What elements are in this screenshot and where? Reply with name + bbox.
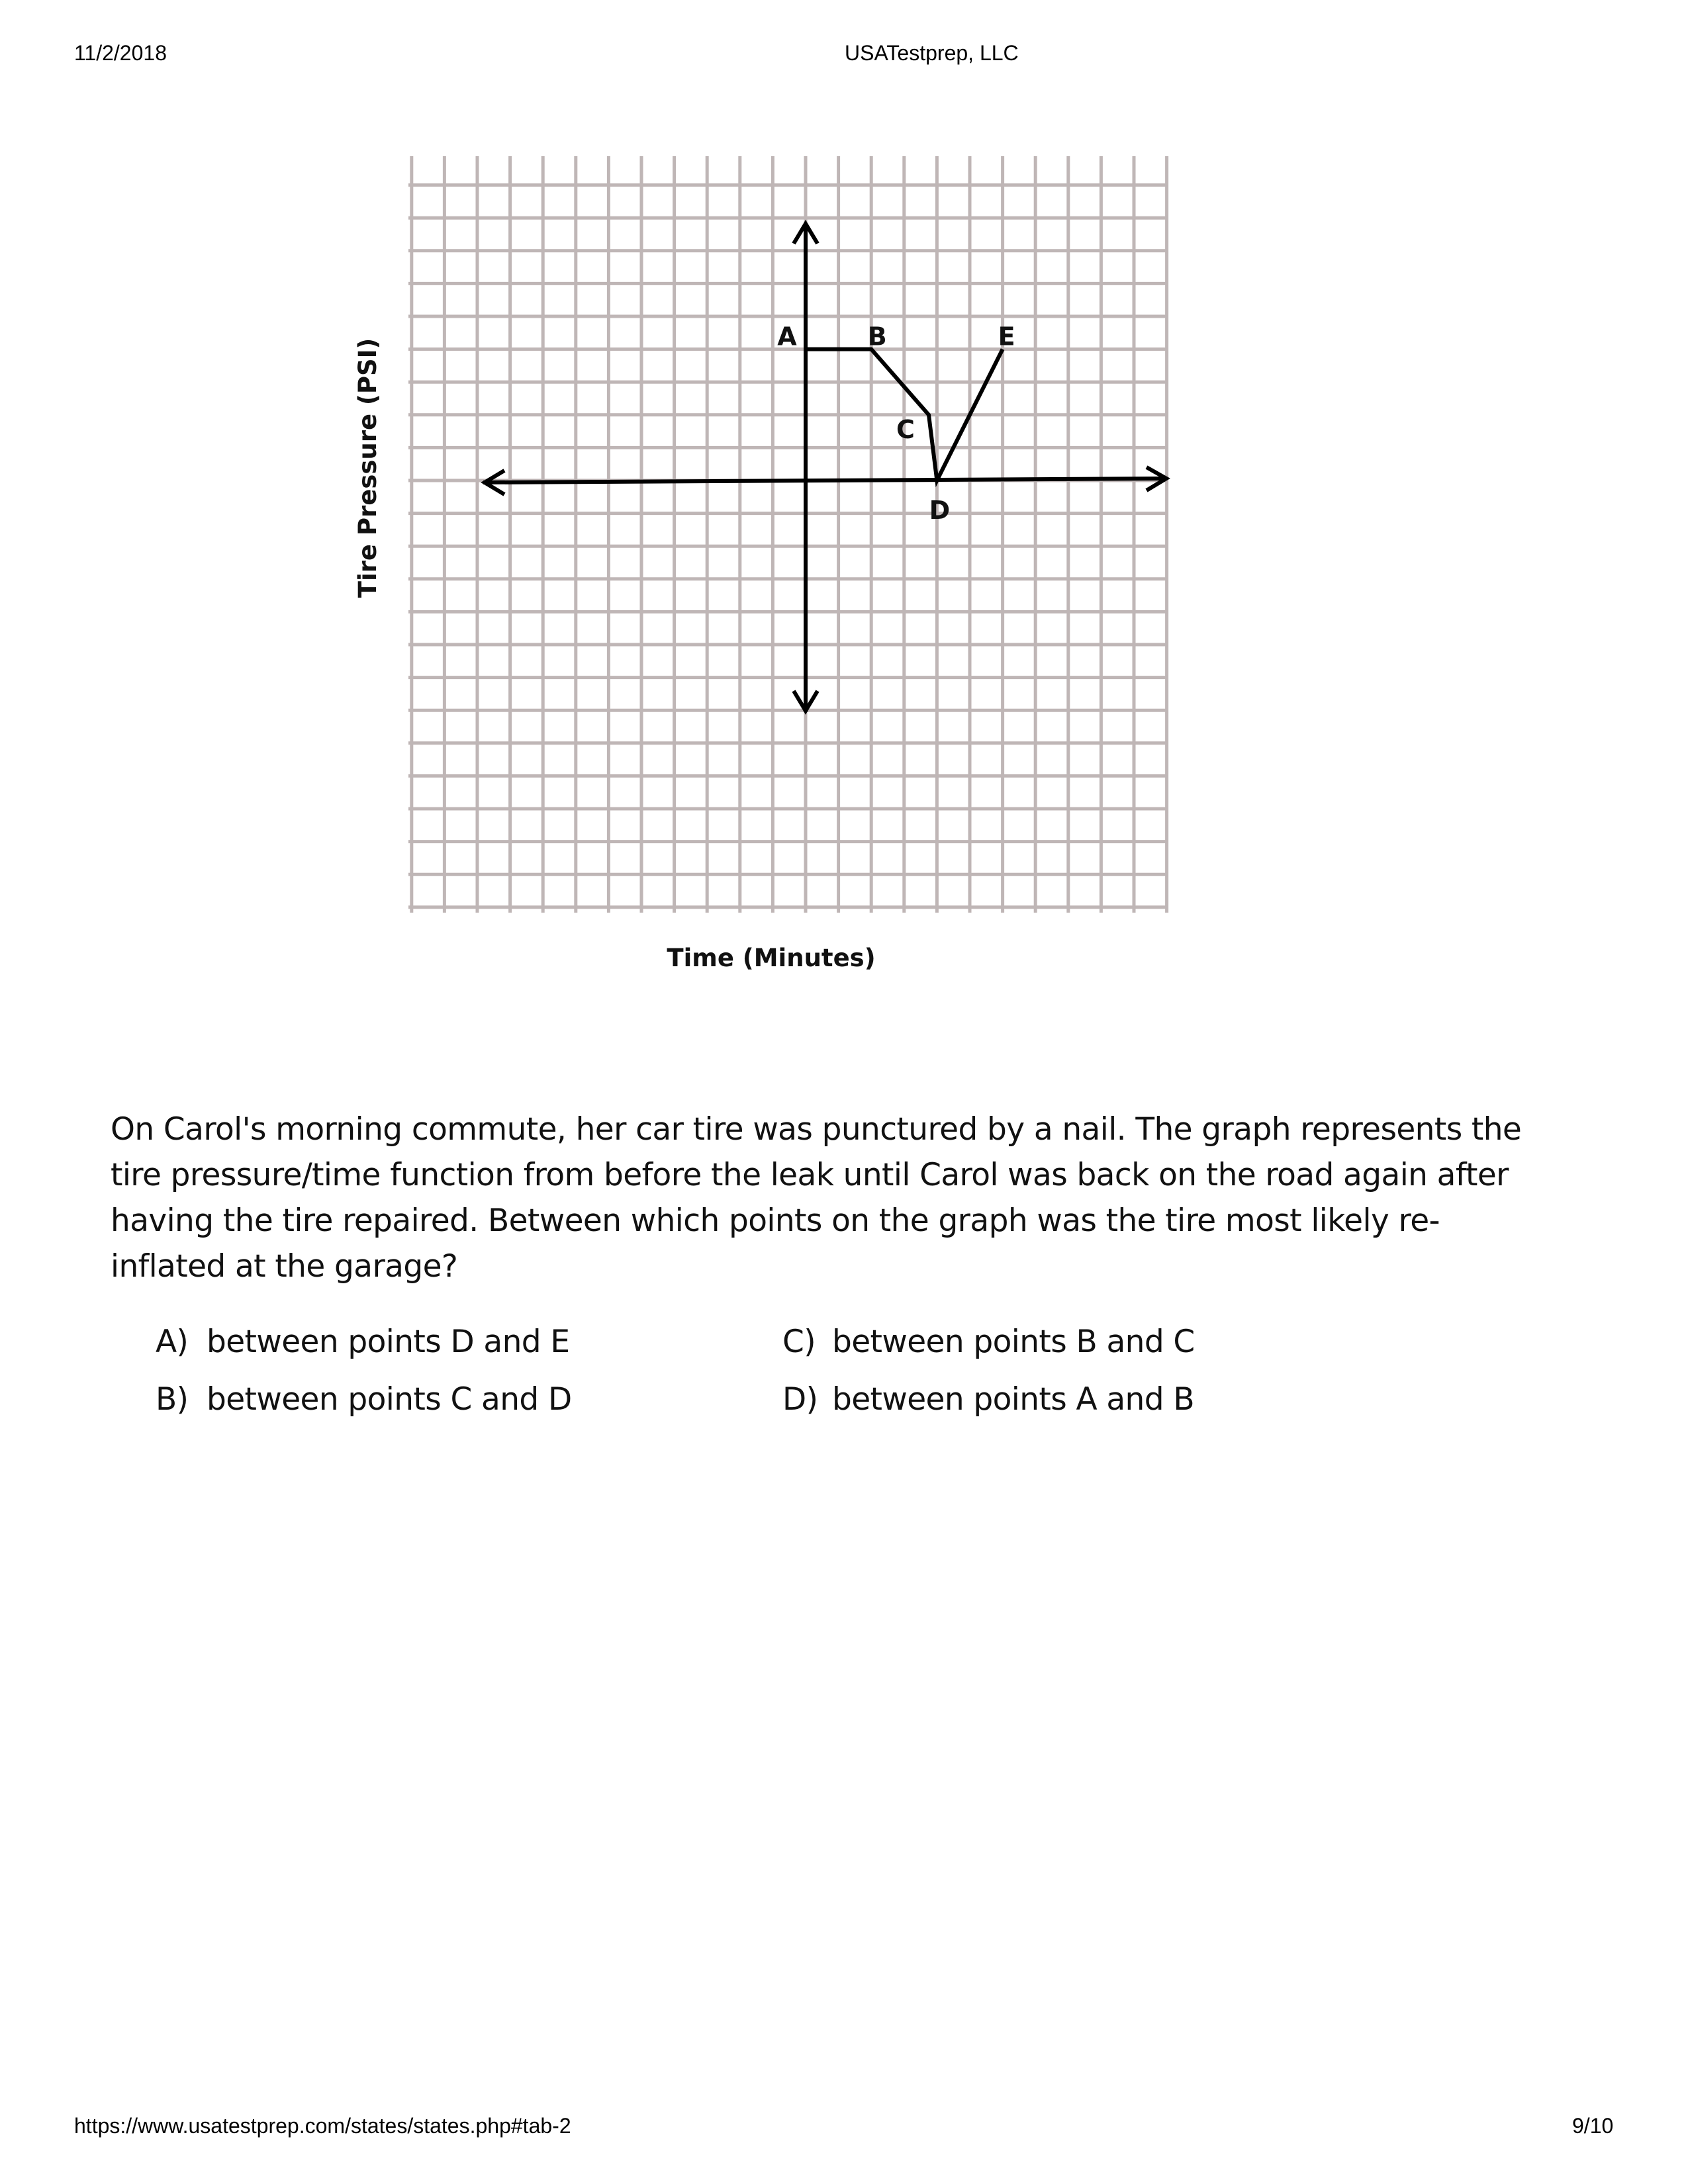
choice-text: between points C and D <box>207 1381 572 1418</box>
question-line: On Carol's morning commute, her car tire was punctured by a nail. The graph represents the <box>111 1111 1522 1148</box>
choice-letter: B) <box>156 1381 189 1418</box>
point-label-c: C <box>896 414 915 444</box>
choice-text: between points D and E <box>207 1324 570 1360</box>
grid-lines <box>408 156 1168 913</box>
print-title: USATestprep, LLC <box>845 41 1019 65</box>
point-labels <box>777 322 1015 525</box>
tire-pressure-graph <box>0 0 1688 993</box>
point-label-e: E <box>998 322 1015 351</box>
question-text <box>111 1107 1600 1289</box>
page-number: 9/10 <box>1572 2114 1614 2138</box>
point-label-b: B <box>867 322 887 351</box>
choice-letter: D) <box>782 1381 818 1418</box>
point-label-a: A <box>777 322 797 351</box>
question-line: having the tire repaired. Between which points on the graph was the tire most likely re- <box>111 1203 1440 1239</box>
choice-text: between points A and B <box>832 1381 1194 1418</box>
point-label-d: D <box>929 496 951 525</box>
axes <box>483 223 1167 712</box>
question-line: tire pressure/time function from before the leak until Carol was back on the road again after <box>111 1157 1509 1193</box>
question-line: inflated at the garage? <box>111 1248 458 1285</box>
y-axis-label: Tire Pressure (PSI) <box>353 338 382 598</box>
x-axis-label: Time (Minutes) <box>667 944 876 972</box>
choice-letter: A) <box>156 1324 189 1360</box>
choice-text: between points B and C <box>832 1324 1195 1360</box>
print-date: 11/2/2018 <box>74 41 167 65</box>
choice-letter: C) <box>782 1324 816 1360</box>
page-url: https://www.usatestprep.com/states/states.php#tab-2 <box>74 2114 571 2138</box>
